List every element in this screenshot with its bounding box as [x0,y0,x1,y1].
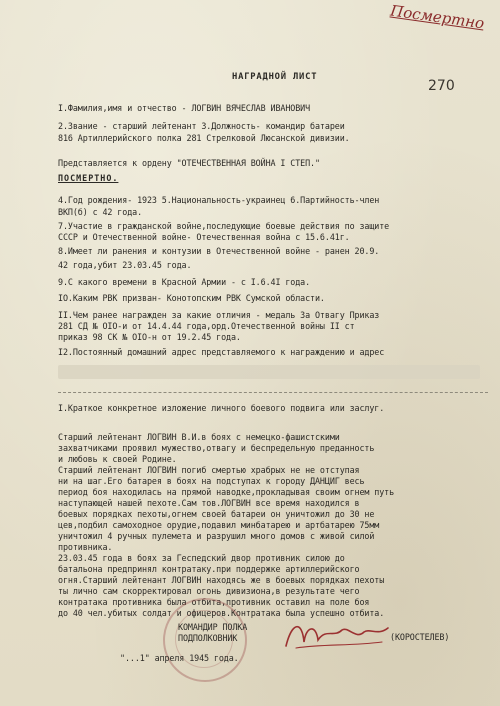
feat-text-line: 23.03.45 года в боях за Геспедский двор противник силою до [58,553,345,563]
field-home-address: I2.Постоянный домашний адрес представляемого к награждению и адрес [58,347,385,357]
document-title: НАГРАДНОЙ ЛИСТ [232,72,318,82]
field-war-participation-cont: СССР и Отечественной войне- Отечественная война с 15.6.41г. [58,232,350,242]
feat-text-line: огня.Старший лейтенант ЛОГВИН находясь же в боевых порядках пехоты [58,575,385,585]
sheet-number: 270 [428,78,455,94]
feat-text-line: боевых порядках пехоты,огнем своей батареи он уничтожил до 30 не [58,509,375,519]
section-divider [58,392,488,393]
feat-text-line: ни на шаг.Его батарея в боях на подступах к городу ДАНЦИГ весь [58,476,365,486]
handwritten-signature [282,616,392,654]
posthumous-handwritten-note: Посмертно [389,1,486,33]
feat-text-line: Старший лейтенант ЛОГВИН погиб смертью храбрых не не отступая [58,465,360,475]
nomination-posthumous: ПОСМЕРТНО. [58,173,119,183]
field-party-since: ВКП(б) с 42 года. [58,207,143,217]
feat-text-line: и любовь к своей Родине. [58,454,177,464]
feat-text-line: до 40 чел.убитых солдат и офицеров.Контратака была успешно отбита. [58,608,385,618]
feat-text-line: противника. [58,542,113,552]
signatory-title: КОМАНДИР ПОЛКА [178,622,248,632]
field-name: I.Фамилия,имя и отчество - ЛОГВИН ВЯЧЕСЛАВ ИВАНОВИЧ [58,103,311,113]
feat-text-line: цев,подбил самоходное орудие,подавил минбатарею и артбатарею 75мм [58,520,380,530]
feat-text-line: период боя находилась на прямой наводке,прокладывая своим огнем путь [58,487,395,497]
field-conscription-office: IO.Каким РВК призван- Конотопским РВК Сумской области. [58,293,325,303]
field-previous-awards-cont2: приказ 98 СК № ОIО-н от 19.2.45 года. [58,332,241,342]
feat-text-line: батальона предпринял контратаку.при поддержке артиллерийского [58,564,360,574]
signatory-rank: ПОДПОЛКОВНИК [178,633,238,643]
feat-text-line: Старший лейтенант ЛОГВИН В.И.в боях с немецко-фашистскими [58,432,340,442]
feat-text-line: контратака противника была отбита,противник оставил на поле боя [58,597,370,607]
field-wounds: 8.Имеет ли ранения и контузии в Отечественной войне - ранен 20.9. [58,246,380,256]
address-blank-area [58,365,480,379]
field-wounds-cont: 42 года,убит 23.03.45 года. [58,260,192,270]
field-unit: 816 Артиллерийского полка 281 Стрелковой Люсанской дивизии. [58,133,350,143]
field-birth-nationality-party: 4.Год рождения- 1923 5.Национальность-украинец 6.Партийность-член [58,195,380,205]
feat-heading: I.Краткое конкретное изложение личного боевого подвига или заслуг. [58,403,385,413]
field-previous-awards-cont1: 281 СД № ОIО-и от 14.4.44 года,орд.Отечественной войны II ст [58,321,355,331]
signatory-name: (КОРОСТЕЛЕВ) [390,632,450,642]
field-rank-position: 2.Звание - старший лейтенант 3.Должность- командир батареи [58,121,345,131]
signature-date: "...1" апреля 1945 года. [120,653,239,663]
nomination-order: Представляется к ордену "ОТЕЧЕСТВЕННАЯ ВОЙНА I СТЕП." [58,158,320,168]
field-war-participation: 7.Участие в гражданской войне,последующие боевые действия по защите [58,221,390,231]
feat-text-line: захватчиками проявил мужество,отвагу и беспредельную преданность [58,443,375,453]
feat-text-line: наступающей нашей пехоте.Сам тов.ЛОГВИН все время находился в [58,498,360,508]
field-previous-awards: II.Чем ранее награжден за какие отличия - медаль За Отвагу Приказ [58,310,380,320]
feat-text-line: ты лично сам скорректировал огонь дивизиона,в результате чего [58,586,360,596]
feat-text-line: уничтожил 4 ручных пулемета и разрушил много домов с живой силой [58,531,375,541]
field-army-since: 9.С какого времени в Красной Армии - с I.6.4I года. [58,277,311,287]
